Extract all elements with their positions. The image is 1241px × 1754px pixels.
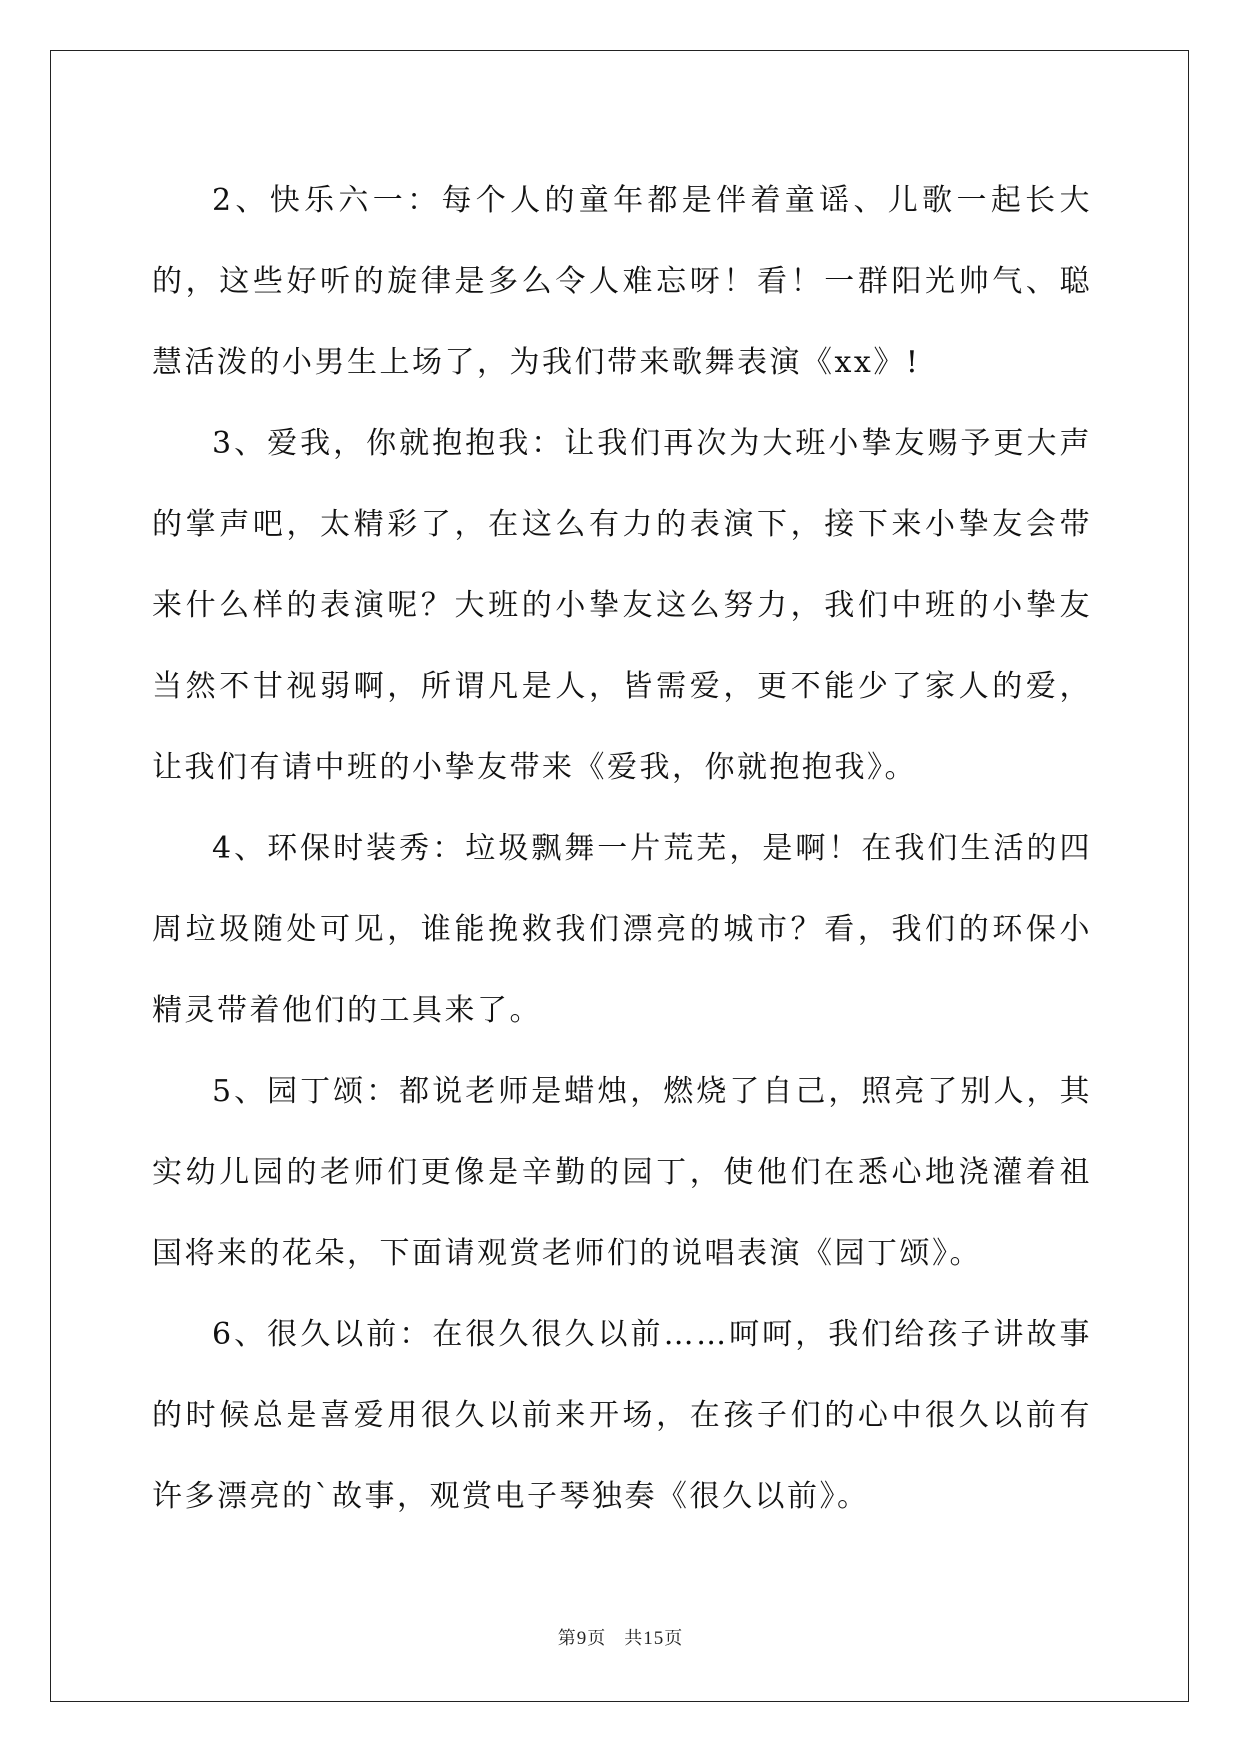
document-body <box>152 160 1092 1537</box>
paragraph-item-3: 3、爱我，你就抱抱我：让我们再次为大班小挚友赐予更大声的掌声吧，太精彩了，在这么有力的表演下，接下来小挚友会带来什么样的表演呢？大班的小挚友这么努力，我们中班的小挚友当然不甘视弱啊，所谓凡是人，皆需爱，更不能少了家人的爱，让我们有请中班的小挚友带来《爱我，你就抱抱我》。 <box>152 426 1092 785</box>
footer-page-prefix: 第 <box>557 1628 577 1649</box>
footer-page-number: 9 <box>576 1628 588 1649</box>
paragraph-item-5: 5、园丁颂：都说老师是蜡烛，燃烧了自己，照亮了别人，其实幼儿园的老师们更像是辛勤的园丁，使他们在悉心地浇灌着祖国将来的花朵，下面请观赏老师们的说唱表演《园丁颂》。 <box>152 1074 1092 1271</box>
footer-total-suffix: 页 <box>664 1628 684 1649</box>
footer-total-prefix: 共 <box>624 1628 644 1649</box>
paragraph-item-2: 2、快乐六一：每个人的童年都是伴着童谣、儿歌一起长大的，这些好听的旋律是多么令人难忘呀！看！一群阳光帅气、聪慧活泼的小男生上场了，为我们带来歌舞表演《xx》! <box>152 183 1092 380</box>
paragraph-item-4: 4、环保时装秀：垃圾飘舞一片荒芜，是啊！在我们生活的四周垃圾随处可见，谁能挽救我们漂亮的城市？看，我们的环保小精灵带着他们的工具来了。 <box>152 831 1092 1028</box>
footer-total-pages: 15 <box>643 1628 665 1649</box>
paragraph-item-6: 6、很久以前：在很久很久以前……呵呵，我们给孩子讲故事的时候总是喜爱用很久以前来开场，在孩子们的心中很久以前有许多漂亮的`故事，观赏电子琴独奏《很久以前》。 <box>152 1317 1092 1514</box>
page-footer <box>0 1624 1241 1650</box>
footer-page-suffix: 页 <box>587 1628 607 1649</box>
